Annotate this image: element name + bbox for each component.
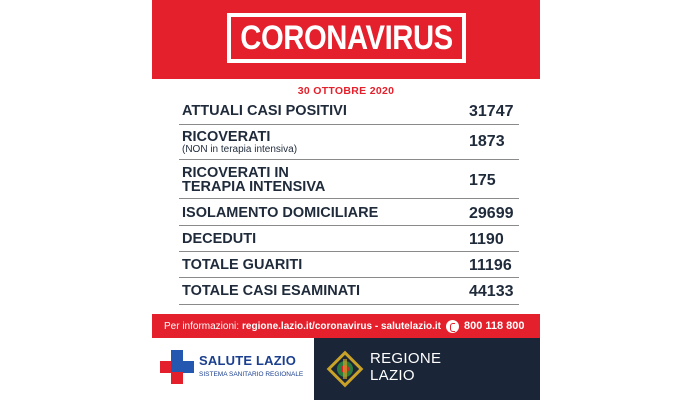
- salute-lazio-name: SALUTE LAZIO: [199, 353, 297, 368]
- stat-label: TOTALE GUARITI: [182, 257, 303, 273]
- stat-row-recovered: [179, 252, 519, 278]
- stat-value: 175: [469, 172, 496, 189]
- stat-label: RICOVERATI IN: [182, 165, 289, 181]
- phone-icon: [446, 320, 459, 333]
- regione-name-line2: LAZIO: [370, 367, 415, 384]
- stat-label-line2: TERAPIA INTENSIVA: [182, 179, 326, 195]
- info-prefix: Per informazioni:: [164, 320, 240, 332]
- stat-label: DECEDUTI: [182, 231, 257, 247]
- stat-row-total-tested: [179, 278, 519, 305]
- report-date: 30 OTTOBRE 2020: [297, 85, 395, 97]
- stat-row-deceased: [179, 226, 519, 252]
- stat-label: TOTALE CASI ESAMINATI: [182, 283, 361, 299]
- salute-lazio-subtitle: SISTEMA SANITARIO REGIONALE: [199, 371, 304, 378]
- regione-lazio-logo: [314, 338, 540, 400]
- regione-name-line1: REGIONE: [370, 350, 442, 367]
- stat-value: 1873: [469, 133, 505, 150]
- stat-row-home-isolation: [179, 199, 519, 226]
- stat-sublabel: (NON in terapia intensiva): [182, 144, 298, 155]
- salute-lazio-logo: [152, 338, 314, 400]
- stat-value: 31747: [469, 103, 514, 120]
- stat-value: 29699: [469, 205, 514, 222]
- title-frame: [227, 13, 466, 63]
- header-banner: [152, 0, 540, 79]
- info-phone[interactable]: 800 118 800: [463, 320, 525, 332]
- medical-cross-icon: [160, 350, 194, 384]
- stat-label: ISOLAMENTO DOMICILIARE: [182, 205, 379, 221]
- stat-value: 1190: [469, 231, 504, 248]
- info-bar: [152, 314, 540, 338]
- stat-label: RICOVERATI: [182, 129, 271, 145]
- stat-row-intensive-care: [179, 160, 519, 199]
- stat-value: 11196: [469, 257, 512, 274]
- info-links[interactable]: regione.lazio.it/coronavirus - salutelazio.it: [242, 320, 441, 332]
- stat-label: ATTUALI CASI POSITIVI: [182, 103, 347, 119]
- stat-value: 44133: [469, 283, 514, 300]
- stat-row-positive: [179, 97, 519, 125]
- stat-row-hospitalized: [179, 125, 519, 160]
- regione-crest-icon: [326, 350, 364, 388]
- page-title: CORONAVIRUS: [240, 18, 453, 57]
- bulletin-card: [152, 0, 540, 400]
